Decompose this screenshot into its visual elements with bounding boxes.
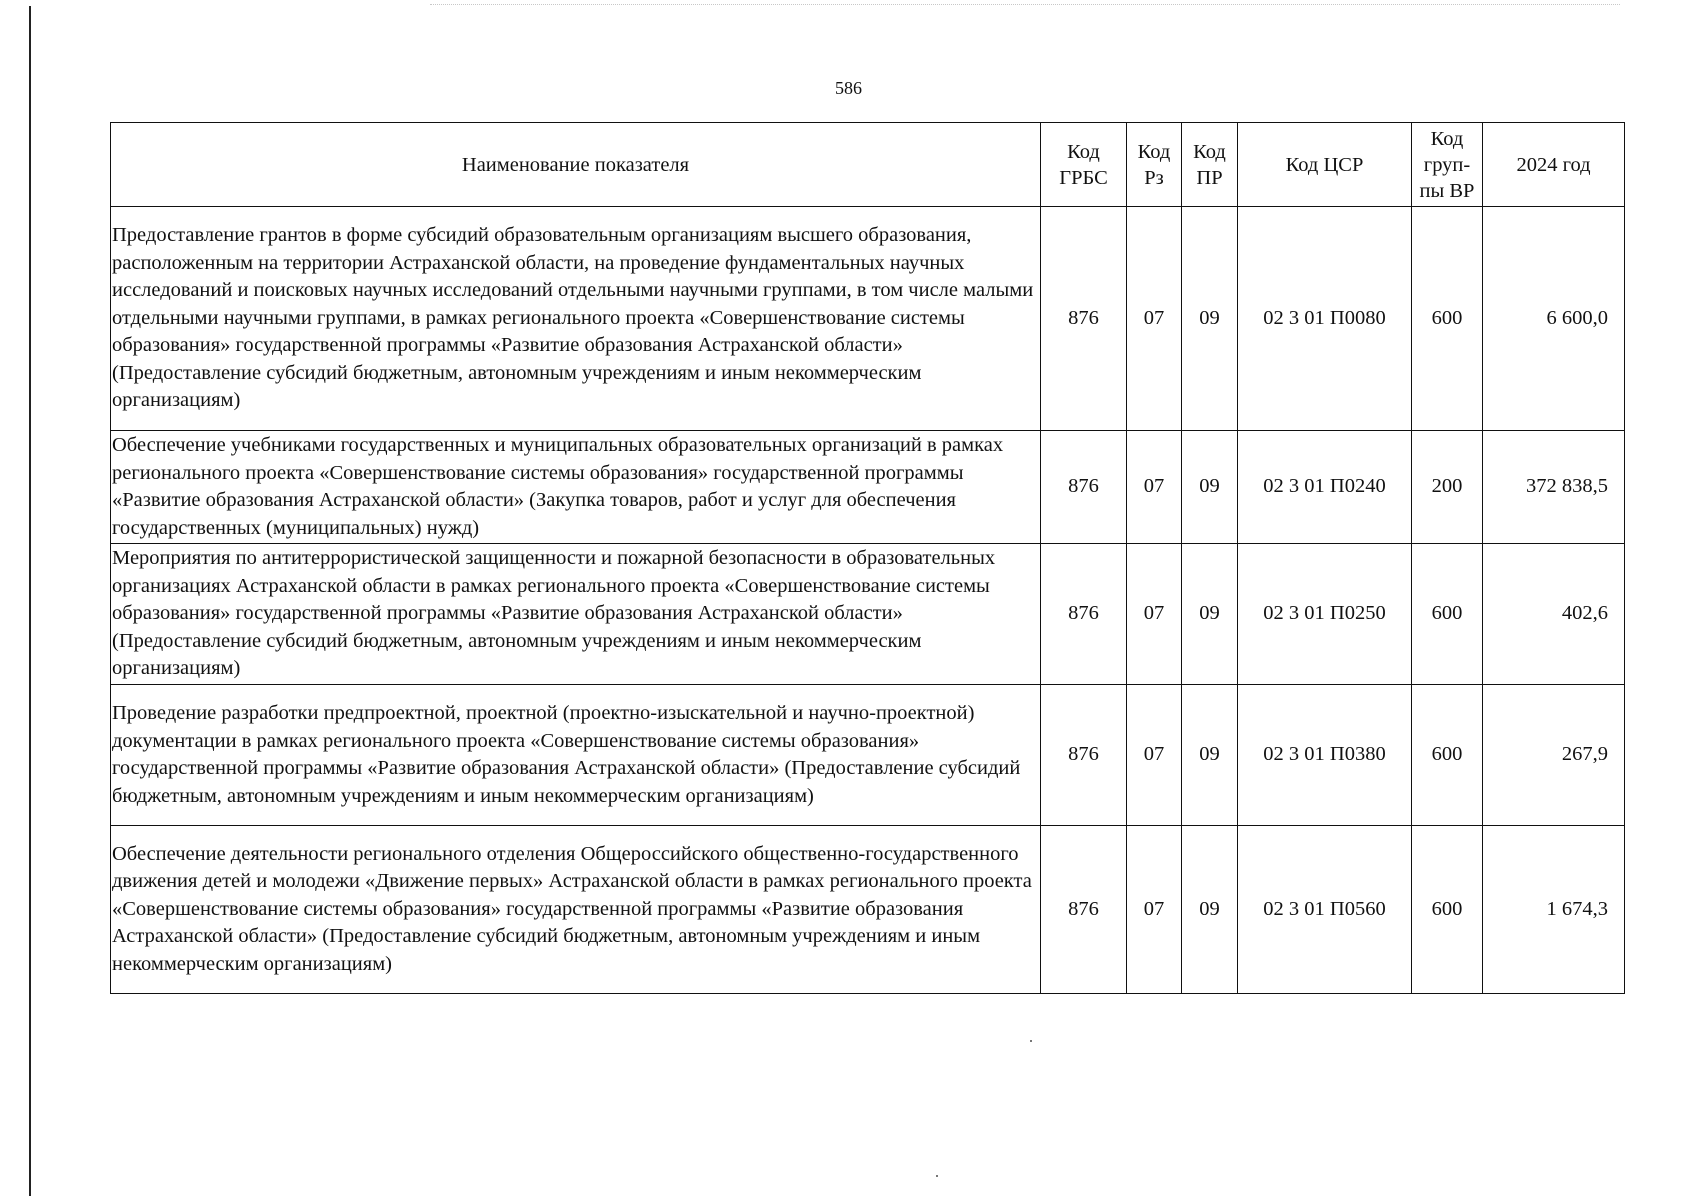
cell-vr: 600 — [1412, 826, 1483, 994]
table-row — [111, 826, 1625, 994]
header-rz — [1127, 123, 1182, 207]
cell-grbs: 876 — [1041, 685, 1127, 826]
cell-pr: 09 — [1182, 207, 1238, 431]
cell-vr: 200 — [1412, 431, 1483, 544]
page-number: 586 — [835, 78, 862, 98]
budget-table — [110, 122, 1625, 994]
header-vr-line: груп- — [1423, 153, 1471, 176]
cell-vr: 600 — [1412, 544, 1483, 685]
cell-pr: 09 — [1182, 685, 1238, 826]
cell-csr: 02 3 01 П0250 — [1238, 544, 1412, 685]
header-grbs-line: Код — [1067, 140, 1100, 163]
table-row — [111, 207, 1625, 431]
header-vr — [1412, 123, 1483, 207]
cell-amount: 6 600,0 — [1483, 207, 1625, 431]
header-vr-line: Код — [1430, 127, 1464, 150]
scan-speck — [936, 1175, 938, 1177]
cell-grbs: 876 — [1041, 431, 1127, 544]
page-left-binding-line — [29, 6, 31, 1196]
cell-amount: 402,6 — [1483, 544, 1625, 685]
cell-vr: 600 — [1412, 685, 1483, 826]
scan-top-edge-noise — [430, 4, 1620, 5]
header-pr-line: ПР — [1196, 166, 1223, 189]
header-csr: Код ЦСР — [1238, 123, 1412, 207]
cell-amount: 1 674,3 — [1483, 826, 1625, 994]
cell-pr: 09 — [1182, 544, 1238, 685]
cell-rz: 07 — [1127, 431, 1182, 544]
cell-indicator-name: Проведение разработки предпроектной, проектной (проектно-изыскательной и научно-проектной) документации в рамках регионального проекта «Совершенствование системы образования» государственной программы «Развитие образования Астраханской области» (Предоставление субсидий бюджетным, автономным учреждениям и иным некоммерческим организациям) — [111, 685, 1041, 826]
header-grbs-line: ГРБС — [1059, 166, 1108, 189]
cell-amount: 267,9 — [1483, 685, 1625, 826]
cell-amount: 372 838,5 — [1483, 431, 1625, 544]
cell-rz: 07 — [1127, 544, 1182, 685]
cell-rz: 07 — [1127, 685, 1182, 826]
cell-pr: 09 — [1182, 431, 1238, 544]
cell-csr: 02 3 01 П0240 — [1238, 431, 1412, 544]
table-row — [111, 544, 1625, 685]
cell-grbs: 876 — [1041, 207, 1127, 431]
table-header-row — [111, 123, 1625, 207]
cell-vr: 600 — [1412, 207, 1483, 431]
cell-grbs: 876 — [1041, 544, 1127, 685]
table-row — [111, 685, 1625, 826]
cell-rz: 07 — [1127, 207, 1182, 431]
cell-indicator-name: Мероприятия по антитеррористической защищенности и пожарной безопасности в образовательных организациях Астраханской области в рамках регионального проекта «Совершенствование системы образования» государственной программы «Развитие образования Астраханской области» (Предоставление субсидий бюджетным, автономным учреждениям и иным некоммерческим организациям) — [111, 544, 1041, 685]
cell-csr: 02 3 01 П0560 — [1238, 826, 1412, 994]
scan-speck — [1030, 1040, 1032, 1042]
cell-csr: 02 3 01 П0080 — [1238, 207, 1412, 431]
cell-indicator-name: Обеспечение деятельности регионального отделения Общероссийского общественно-государственного движения детей и молодежи «Движение первых» Астраханской области в рамках регионального проекта «Совершенствование системы образования» государственной программы «Развитие образования Астраханской области» (Предоставление субсидий бюджетным, автономным учреждениям и иным некоммерческим организациям) — [111, 826, 1041, 994]
header-rz-line: Рз — [1144, 166, 1164, 189]
table-row — [111, 431, 1625, 544]
cell-pr: 09 — [1182, 826, 1238, 994]
cell-indicator-name: Предоставление грантов в форме субсидий образовательным организациям высшего образования, расположенным на территории Астраханской области, на проведение фундаментальных научных исследований и поисковых научных исследований отдельными научными группами, в том числе малыми отдельными научными группами, в рамках регионального проекта «Совершенствование системы образования» государственной программы «Развитие образования Астраханской области» (Предоставление субсидий бюджетным, автономным учреждениям и иным некоммерческим организациям) — [111, 207, 1041, 431]
header-grbs — [1041, 123, 1127, 207]
header-pr — [1182, 123, 1238, 207]
header-vr-line: пы ВР — [1419, 179, 1475, 202]
cell-csr: 02 3 01 П0380 — [1238, 685, 1412, 826]
header-indicator-name: Наименование показателя — [111, 123, 1041, 207]
cell-grbs: 876 — [1041, 826, 1127, 994]
cell-rz: 07 — [1127, 826, 1182, 994]
header-pr-line: Код — [1193, 140, 1226, 163]
header-rz-line: Код — [1137, 140, 1171, 163]
cell-indicator-name: Обеспечение учебниками государственных и муниципальных образовательных организаций в рамках регионального проекта «Совершенствование системы образования» государственной программы «Развитие образования Астраханской области» (Закупка товаров, работ и услуг для обеспечения государственных (муниципальных) нужд) — [111, 431, 1041, 544]
header-year-2024: 2024 год — [1483, 123, 1625, 207]
